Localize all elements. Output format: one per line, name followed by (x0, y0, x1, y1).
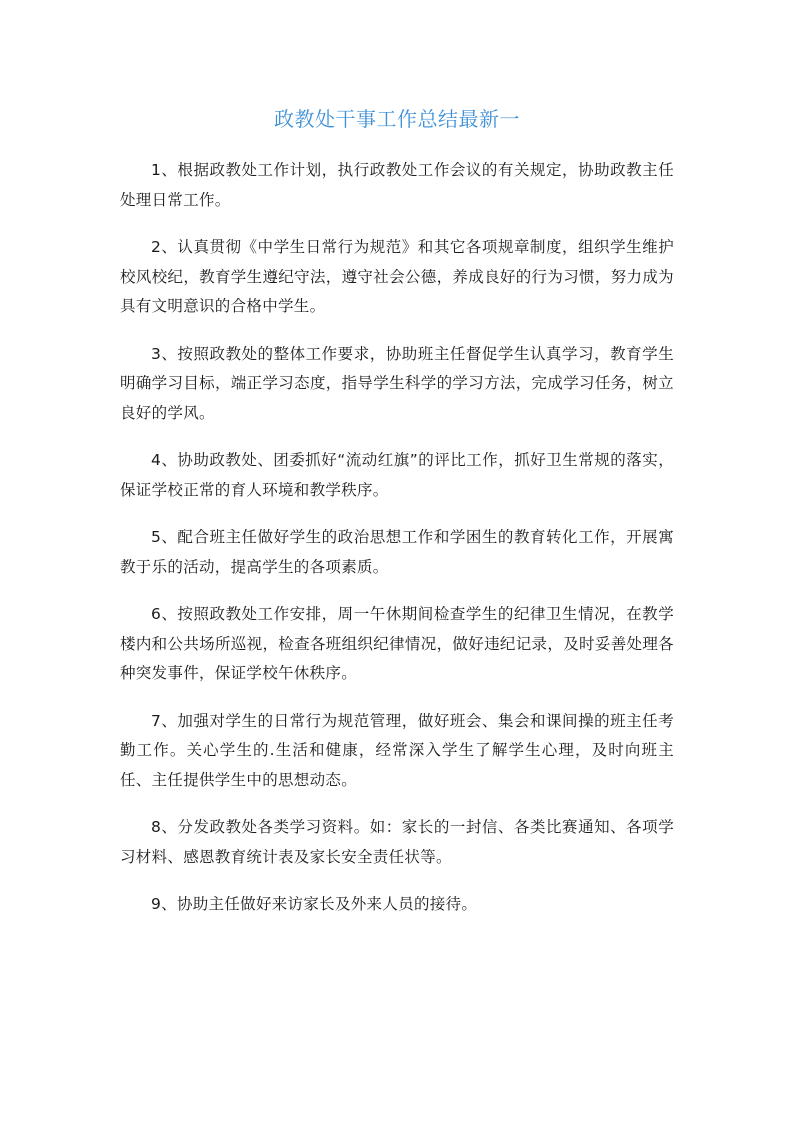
paragraph-9: 9、协助主任做好来访家长及外来人员的接待。 (151, 895, 478, 913)
document-title: 政教处干事工作总结最新一 (274, 107, 520, 131)
paragraph-1: 1、根据政教处工作计划，执行政教处工作会议的有关规定，协助政教主任处理日常工作。 (120, 161, 674, 209)
paragraph-6: 6、按照政教处工作安排，周一午休期间检查学生的纪律卫生情况，在教学楼内和公共场所巡视，检查各班组织纪律情况，做好违纪记录，及时妥善处理各种突发事件，保证学校午休秩序。 (120, 605, 674, 682)
paragraph-2: 2、认真贯彻《中学生日常行为规范》和其它各项规章制度，组织学生维护校风校纪，教育学生遵纪守法，遵守社会公德，养成良好的行为习惯，努力成为具有文明意识的合格中学生。 (120, 238, 674, 315)
paragraph-8: 8、分发政教处各类学习资料。如：家长的一封信、各类比赛通知、各项学习材料、感恩教育统计表及家长安全责任状等。 (120, 818, 674, 866)
paragraph-7: 7、加强对学生的日常行为规范管理，做好班会、集会和课间操的班主任考勤工作。关心学生的.生活和健康，经常深入学生了解学生心理，及时向班主任、主任提供学生中的思想动态。 (120, 711, 674, 789)
paragraph-4: 4、协助政教处、团委抓好“流动红旗”的评比工作，抓好卫生常规的落实，保证学校正常的育人环境和教学秩序。 (120, 451, 674, 499)
paragraph-5: 5、配合班主任做好学生的政治思想工作和学困生的教育转化工作，开展寓教于乐的活动，提高学生的各项素质。 (120, 528, 674, 576)
paragraph-3: 3、按照政教处的整体工作要求，协助班主任督促学生认真学习，教育学生明确学习目标，端正学习态度，指导学生科学的学习方法，完成学习任务，树立良好的学风。 (120, 344, 674, 422)
